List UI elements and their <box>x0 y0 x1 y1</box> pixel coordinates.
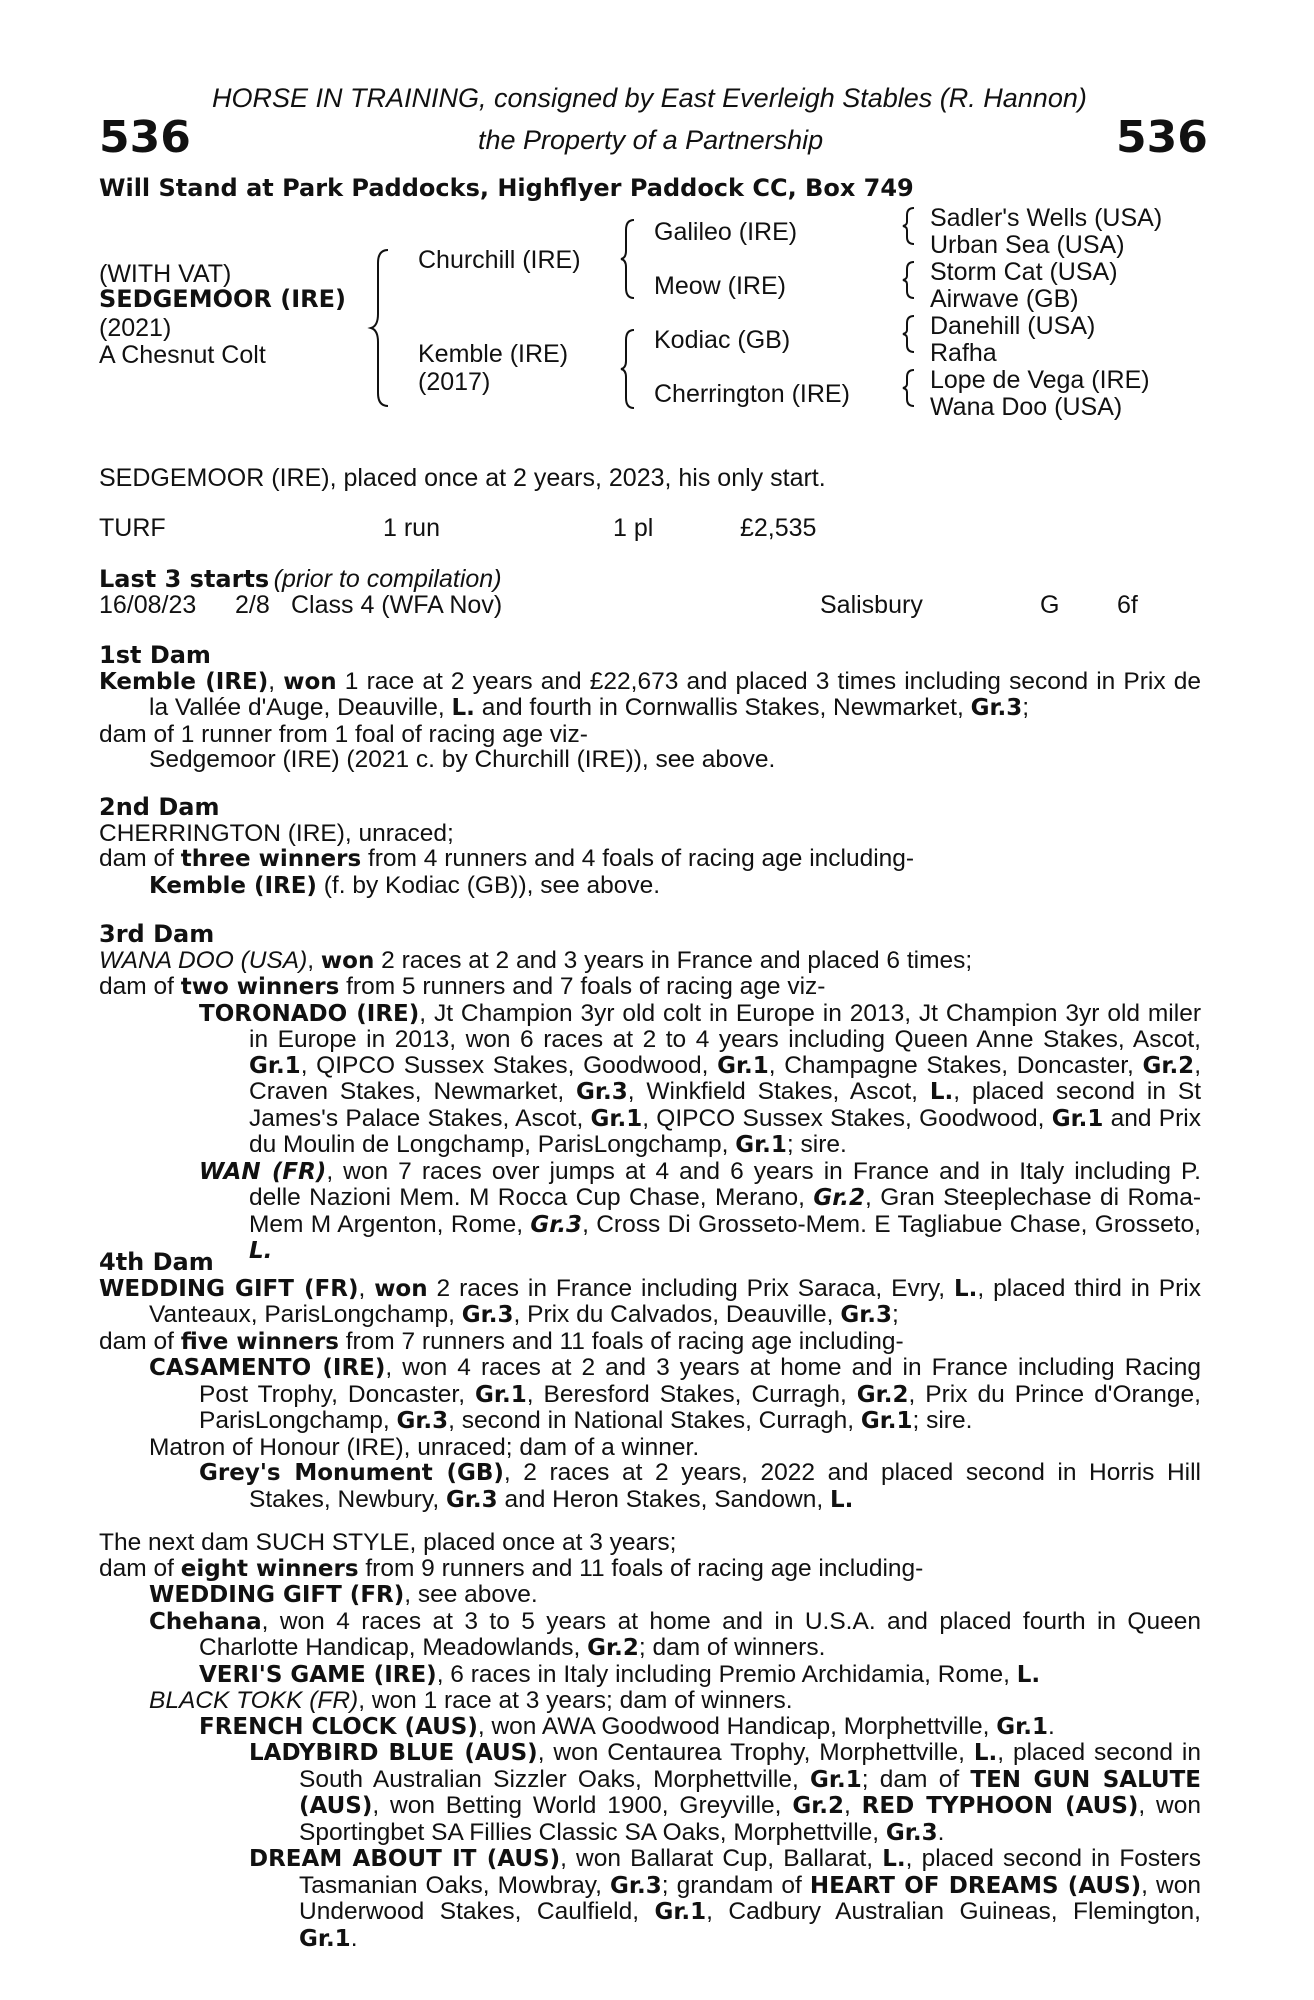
second-dam-heading: 2nd Dam <box>99 793 220 821</box>
chehana-text-a: , won 4 races at 3 to 5 years at home and in U.S.A. and placed fourth in Queen Charlotte Handicap, Meadowlands, <box>199 1607 1201 1661</box>
record-earnings: £2,535 <box>740 514 817 542</box>
dam-name: Kemble (IRE) <box>418 340 569 368</box>
toronado-text-d: , Craven Stakes, Newmarket, <box>249 1051 1201 1105</box>
third-dam-section <box>99 922 1201 1265</box>
second-dam-section <box>99 795 1201 899</box>
toronado-entry <box>99 1001 1201 1159</box>
first-dam-text: Kemble (IRE), won 1 race at 2 years and £22,673 and placed 3 times including second in Prix de la Vallée d'Auge, Deauville, L. and fourth in Cornwallis Stakes, Newmarket, Gr.3; <box>99 667 1201 721</box>
heart-of-dreams-name: HEART OF DREAMS (AUS) <box>809 1872 1142 1899</box>
bracket-g2 <box>902 260 916 300</box>
lot-number-right: 536 <box>1116 112 1208 163</box>
next-dam-produce-a: dam of <box>99 1554 181 1582</box>
ladybird-blue-text-a: , won Centaurea Trophy, Morphettville, <box>537 1739 974 1766</box>
group-badge: Gr.2 <box>587 1635 639 1661</box>
start-course: Salisbury <box>820 591 923 619</box>
group-badge: Gr.3 <box>576 1079 628 1105</box>
kemble-name: Kemble (IRE) <box>149 872 317 899</box>
kemble-text: (f. by Kodiac (GB)), see above. <box>316 871 661 899</box>
ladybird-blue-text-c: ; dam of <box>861 1765 971 1793</box>
fourth-dam-text-4: ; <box>892 1301 899 1328</box>
first-dam-name: Kemble (IRE) <box>99 668 269 695</box>
third-dam-produce-b: from 5 runners and 7 foals of racing age viz- <box>339 973 826 1000</box>
bracket-g4 <box>902 368 916 408</box>
casamento-entry <box>99 1355 1201 1435</box>
ladybird-blue-text-b: , placed second in South Australian Sizzler Oaks, Morphettville, <box>299 1739 1202 1793</box>
dream-about-it-text-d: , won Underwood Stakes, Caulfield, <box>299 1871 1201 1925</box>
second-dam-line: CHERRINGTON (IRE), unraced; <box>99 819 454 847</box>
last-starts-note: (prior to compilation) <box>273 565 502 593</box>
group-badge: Gr.2 <box>813 1185 866 1211</box>
casamento-text-c: , Prix du Prince d'Orange, ParisLongchamp, <box>199 1380 1201 1434</box>
record-runs: 1 run <box>383 514 440 542</box>
dream-about-it-text-e: , Cadbury Australian Guineas, Flemington, <box>706 1898 1201 1925</box>
fourth-dam-sep: , <box>358 1274 375 1302</box>
listed-badge: L. <box>973 1740 998 1766</box>
toronado-text-f: , placed second in St James's Palace Stakes, Ascot, <box>249 1078 1202 1132</box>
fourth-dam-produce-a: dam of <box>99 1327 181 1355</box>
group-badge: Gr.1 <box>654 1899 707 1925</box>
group-badge: Gr.3 <box>970 695 1023 721</box>
horse-year: (2021) <box>99 314 172 342</box>
bracket-g3 <box>902 314 916 354</box>
next-dam-section <box>99 1530 1201 1952</box>
group-badge: Gr.1 <box>299 1925 351 1952</box>
fourth-dam-text-2: , placed third in Prix Vanteaux, ParisLongchamp, <box>149 1274 1201 1328</box>
fourth-dam-produce <box>99 1329 1201 1356</box>
fourth-dam-text <box>99 1276 1201 1329</box>
toronado-text-b: , QIPCO Sussex Stakes, Goodwood, <box>300 1051 718 1079</box>
next-dam-produce <box>99 1556 1201 1583</box>
grand-ancestor-1: Sadler's Wells (USA) <box>930 204 1163 232</box>
last-starts-heading <box>99 565 502 593</box>
greys-monument-entry <box>99 1460 1201 1513</box>
wan-entry <box>99 1159 1201 1265</box>
group-badge: Gr.3 <box>461 1302 514 1328</box>
group-badge: Gr.1 <box>717 1052 769 1079</box>
french-clock-text-b: . <box>1047 1712 1055 1740</box>
listed-badge: L. <box>929 1079 954 1105</box>
french-clock-name: FRENCH CLOCK (AUS) <box>199 1713 478 1740</box>
bracket-dam <box>620 328 636 410</box>
dream-about-it-text-c: ; grandam of <box>661 1871 810 1899</box>
second-dam-produce-a: dam of <box>99 845 181 872</box>
grand-ancestor-3: Storm Cat (USA) <box>930 258 1118 286</box>
start-position: 2/8 <box>235 591 270 619</box>
greys-monument-text-b: and Heron Stakes, Sandown, <box>497 1485 830 1513</box>
listed-badge: L. <box>1016 1661 1041 1688</box>
listed-badge: L. <box>954 1275 978 1302</box>
fourth-dam-text-3: , Prix du Calvados, Deauville, <box>513 1301 841 1328</box>
fourth-dam-heading: 4th Dam <box>99 1248 214 1276</box>
listed-badge: L. <box>830 1486 854 1513</box>
third-dam-heading: 3rd Dam <box>99 920 215 948</box>
wan-text-b: , Gran Steeplechase di Roma-Mem M Argenton, Rome, <box>249 1184 1201 1238</box>
casamento-text-b: , Beresford Stakes, Curragh, <box>526 1380 857 1408</box>
third-dam-text: 2 races at 2 and 3 years in France and placed 6 times; <box>374 946 973 974</box>
toronado-text-i: ; sire. <box>786 1131 847 1158</box>
casamento-text-e: ; sire. <box>912 1407 973 1434</box>
toronado-text-a: , Jt Champion 3yr old colt in Europe in 2013, Jt Champion 3yr old miler in Europe in 2013, won 6 races at 2 to 4 years including Queen Anne Stakes, Ascot, <box>249 999 1201 1053</box>
ladybird-blue-name: LADYBIRD BLUE (AUS) <box>249 1740 538 1766</box>
wan-name: WAN (FR) <box>199 1158 327 1185</box>
first-dam-text-3: ; <box>1022 694 1030 721</box>
horse-description: A Chesnut Colt <box>99 341 266 369</box>
group-badge: Gr.1 <box>475 1381 527 1408</box>
grand-ancestor-5: Danehill (USA) <box>930 312 1096 340</box>
ladybird-blue-text-e: , <box>844 1792 862 1819</box>
group-badge: Gr.2 <box>792 1793 845 1819</box>
fourth-dam-text-1: 2 races in France including Prix Saraca, Evry, <box>427 1274 955 1302</box>
french-clock-entry <box>99 1714 1201 1741</box>
group-badge: Gr.3 <box>610 1872 662 1899</box>
matron-entry: Matron of Honour (IRE), unraced; dam of a winner. <box>149 1433 700 1461</box>
dream-about-it-text-a: , won Ballarat Cup, Ballarat, <box>560 1845 883 1872</box>
fourth-dam-produce-b: from 7 runners and 11 foals of racing age including- <box>338 1327 904 1355</box>
listed-badge: L. <box>451 695 475 721</box>
sire-name: Churchill (IRE) <box>418 246 581 274</box>
bracket-g1 <box>902 206 916 246</box>
dream-about-it-text-f: . <box>350 1924 358 1952</box>
first-dam-text-2: and fourth in Cornwallis Stakes, Newmarket, <box>474 694 971 721</box>
bracket-sire <box>620 218 636 300</box>
ladybird-blue-entry <box>99 1740 1201 1846</box>
second-dam-produce-b: from 4 runners and 4 foals of racing age including- <box>361 845 915 872</box>
toronado-text-h: and Prix du Moulin de Longchamp, ParisLongchamp, <box>249 1104 1201 1158</box>
black-tokk-text: , won 1 race at 3 years; dam of winners. <box>358 1687 793 1714</box>
group-badge: Gr.1 <box>996 1713 1048 1740</box>
second-dam-winners: three winners <box>180 846 362 872</box>
group-badge: Gr.3 <box>840 1302 892 1328</box>
start-race: Class 4 (WFA Nov) <box>291 591 503 619</box>
third-dam-winners: two winners <box>180 974 340 1000</box>
next-dam-produce-b: from 9 runners and 11 foals of racing age including- <box>358 1554 924 1582</box>
chehana-name: Chehana <box>149 1608 262 1635</box>
next-dam-winners: eight winners <box>180 1555 359 1582</box>
group-badge: Gr.1 <box>590 1105 643 1132</box>
record-placed: 1 pl <box>613 514 654 542</box>
third-dam-sep: , <box>307 946 321 974</box>
toronado-name: TORONADO (IRE) <box>199 1000 420 1027</box>
listed-badge: L. <box>882 1846 906 1872</box>
dream-about-it-name: DREAM ABOUT IT (AUS) <box>249 1846 561 1872</box>
toronado-text-e: , Winkfield Stakes, Ascot, <box>627 1078 930 1105</box>
toronado-text-g: , QIPCO Sussex Stakes, Goodwood, <box>642 1104 1052 1132</box>
grand-ancestor-2: Urban Sea (USA) <box>930 231 1125 259</box>
fourth-dam-winners: five winners <box>180 1328 339 1355</box>
casamento-text-a: , won 4 races at 2 and 3 years at home and in France including Racing Post Trophy, Doncaster, <box>199 1354 1201 1408</box>
fourth-dam-won: won <box>374 1275 428 1302</box>
listed-badge: L. <box>249 1238 273 1264</box>
first-dam-section <box>99 643 1201 773</box>
ten-gun-salute-name: TEN GUN SALUTE (AUS) <box>299 1766 1201 1819</box>
grand-ancestor-7: Lope de Vega (IRE) <box>930 366 1150 394</box>
next-dam-line: The next dam SUCH STYLE, placed once at 3 years; <box>99 1529 677 1556</box>
wedding-gift-text: , see above. <box>404 1581 538 1608</box>
lot-number-left: 536 <box>99 112 191 163</box>
dream-about-it-entry <box>99 1846 1201 1952</box>
group-badge: Gr.1 <box>810 1766 862 1793</box>
third-dam-produce-a: dam of <box>99 973 181 1000</box>
wan-text-c: , Cross Di Grosseto-Mem. E Tagliabue Chase, Grosseto, <box>582 1210 1201 1238</box>
group-badge: Gr.1 <box>249 1052 301 1079</box>
veris-game-text: , 6 races in Italy including Premio Archidamia, Rome, <box>436 1660 1017 1688</box>
grand-ancestor-8: Wana Doo (USA) <box>930 393 1123 421</box>
fourth-dam-name: WEDDING GIFT (FR) <box>99 1275 359 1302</box>
first-dam-heading: 1st Dam <box>99 641 211 669</box>
group-badge: Gr.2 <box>1142 1052 1195 1079</box>
veris-game-name: VERI'S GAME (IRE) <box>199 1661 437 1688</box>
first-dam-won: won <box>283 668 337 695</box>
wedding-gift-name: WEDDING GIFT (FR) <box>149 1582 405 1608</box>
last-starts-title: Last 3 starts <box>99 565 270 593</box>
dam-sire: Kodiac (GB) <box>654 326 791 354</box>
red-typhoon-name: RED TYPHOON (AUS) <box>861 1793 1139 1819</box>
record-surface: TURF <box>99 514 166 542</box>
second-dam-produce <box>99 846 1201 873</box>
group-badge: Gr.3 <box>885 1819 938 1846</box>
casamento-name: CASAMENTO (IRE) <box>149 1355 386 1381</box>
third-dam-won: won <box>320 947 375 974</box>
group-badge: Gr.1 <box>1051 1105 1104 1132</box>
fourth-dam-section <box>99 1250 1201 1513</box>
header-owner: the Property of a Partnership <box>478 125 824 155</box>
chehana-entry <box>99 1609 1201 1662</box>
dam-year: (2017) <box>418 368 491 396</box>
start-going: G <box>1040 591 1060 619</box>
start-distance: 6f <box>1117 591 1138 619</box>
group-badge: Gr.3 <box>396 1408 449 1434</box>
first-dam-offspring: Sedgemoor (IRE) (2021 c. by Churchill (IRE)), see above. <box>149 746 776 773</box>
dam-dam: Cherrington (IRE) <box>654 380 850 408</box>
first-dam-text-1: 1 race at 2 years and £22,673 and placed 3 times including second in Prix de la Vallée d'Auge, Deauville, <box>149 667 1201 721</box>
race-summary: SEDGEMOOR (IRE), placed once at 2 years, 2023, his only start. <box>99 464 826 492</box>
group-badge: Gr.1 <box>735 1132 787 1158</box>
third-dam-name: WANA DOO (USA) <box>99 946 308 974</box>
sire-dam: Meow (IRE) <box>654 272 786 300</box>
bracket-horse <box>370 248 390 408</box>
greys-monument-text-a: , 2 races at 2 years, 2022 and placed second in Horris Hill Stakes, Newbury, <box>249 1459 1201 1513</box>
horse-vat: (WITH VAT) <box>99 260 232 288</box>
chehana-text-b: ; dam of winners. <box>638 1634 826 1661</box>
ladybird-blue-text-f: , won Sportingbet SA Fillies Classic SA Oaks, Morphettville, <box>299 1792 1201 1846</box>
horse-name: SEDGEMOOR (IRE) <box>99 285 346 313</box>
header-consignor: HORSE IN TRAINING, consigned by East Everleigh Stables (R. Hannon) <box>212 83 1087 113</box>
grand-ancestor-6: Rafha <box>930 339 997 367</box>
toronado-text-c: , Champagne Stakes, Doncaster, <box>768 1051 1143 1079</box>
group-badge: Gr.2 <box>856 1381 909 1408</box>
ladybird-blue-text-d: , won Betting World 1900, Greyville, <box>372 1792 793 1819</box>
sire-sire: Galileo (IRE) <box>654 218 798 246</box>
ladybird-blue-text-g: . <box>937 1818 945 1846</box>
grand-ancestor-4: Airwave (GB) <box>930 285 1079 313</box>
greys-monument-name: Grey's Monument (GB) <box>199 1460 504 1486</box>
group-badge: Gr.3 <box>530 1211 583 1238</box>
veris-game-entry <box>99 1662 1201 1689</box>
casamento-text-d: , second in National Stakes, Curragh, <box>448 1407 861 1434</box>
french-clock-text-a: , won AWA Goodwood Handicap, Morphettville, <box>477 1712 997 1740</box>
wedding-gift-entry <box>99 1582 1201 1609</box>
third-dam-line <box>99 948 1201 975</box>
black-tokk-name: BLACK TOKK (FR) <box>149 1687 359 1714</box>
start-date: 16/08/23 <box>99 591 197 619</box>
group-badge: Gr.3 <box>445 1486 498 1513</box>
second-dam-offspring <box>99 873 1201 900</box>
dream-about-it-text-b: , placed second in Fosters Tasmanian Oaks, Mowbray, <box>299 1845 1201 1899</box>
third-dam-produce <box>99 974 1201 1001</box>
group-badge: Gr.1 <box>860 1408 913 1434</box>
stand-location: Will Stand at Park Paddocks, Highflyer Paddock CC, Box 749 <box>99 174 914 202</box>
black-tokk-entry <box>99 1688 1201 1714</box>
wan-text-a: , won 7 races over jumps at 4 and 6 years in France and in Italy including P. delle Nazioni Mem. M Rocca Cup Chase, Merano, <box>249 1157 1201 1211</box>
first-dam-produce: dam of 1 runner from 1 foal of racing age viz- <box>99 720 588 748</box>
